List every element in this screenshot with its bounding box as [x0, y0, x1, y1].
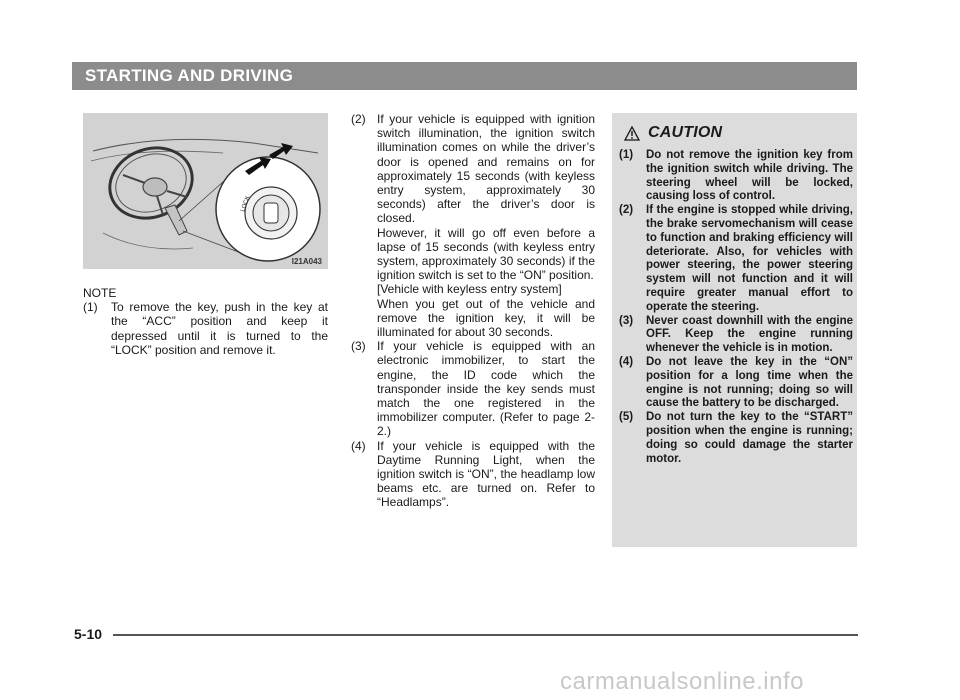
instruction-number: (3)	[351, 339, 366, 354]
section-title: STARTING AND DRIVING	[85, 66, 294, 85]
caution-text: Do not leave the key in the “ON” position for a long time when the engine is not running; doing so will cause the battery to be discharged.	[646, 355, 853, 410]
caution-header	[624, 124, 722, 142]
instruction-item	[351, 112, 595, 339]
caution-list	[619, 149, 853, 466]
instruction-text-continued: However, it will go off even before a lapse of 15 seconds (with keyless entry system, approximately 30 seconds) if the ignition switch is set to the “ON” position.	[377, 225, 595, 283]
caution-item	[619, 356, 853, 411]
caution-text: Never coast downhill with the engine OFF. Keep the engine running whenever the vehicle is in motion.	[646, 314, 853, 355]
instructions-column	[351, 112, 595, 510]
figure-code: I21A043	[291, 257, 322, 266]
caution-title: CAUTION	[648, 124, 723, 141]
note-item	[83, 300, 328, 357]
caution-item	[619, 411, 853, 466]
caution-item	[619, 149, 853, 204]
note-block	[83, 286, 328, 357]
watermark-text: carmanualsonline.info	[560, 668, 804, 695]
instruction-item	[351, 339, 595, 438]
caution-number: (1)	[619, 149, 634, 161]
section-header-bar	[72, 62, 857, 90]
instruction-subheading: [Vehicle with keyless entry system]	[377, 282, 562, 297]
instruction-number: (2)	[351, 112, 366, 126]
caution-number: (2)	[619, 204, 634, 217]
instruction-text: If your vehicle is equipped with an electronic immobilizer, to start the engine, the ID code which the transponder inside the key sends must match the one registered in the immobilizer computer. (Refer to page 2-2.)	[377, 339, 595, 439]
instruction-text: If your vehicle is equipped with ignition switch illumination, the ignition switch illumination comes on while the driver’s door is opened and remains on for approximately 15 seconds (with keyless entry system, approximately 30 seconds) after the driver’s door is closed.	[377, 112, 595, 226]
caution-item	[619, 204, 853, 314]
warning-triangle-icon	[624, 126, 640, 141]
caution-text: Do not remove the ignition key from the ignition switch while driving. The steering wheel will be locked, causing loss of control.	[646, 149, 853, 203]
caution-number: (5)	[619, 411, 634, 424]
caution-number: (4)	[619, 355, 634, 368]
steering-wheel-drawing	[83, 113, 328, 269]
note-item-text: To remove the key, push in the key at the “ACC” position and keep it depressed until it is turned to the “LOCK” position and remove it.	[111, 300, 328, 357]
footer-rule	[113, 634, 858, 636]
caution-item	[619, 315, 853, 356]
instruction-text-continued: When you get out of the vehicle and remove the ignition key, it will be illuminated for about 30 seconds.	[377, 296, 595, 340]
ignition-key-illustration	[83, 113, 328, 269]
caution-number: (3)	[619, 314, 634, 327]
caution-text: Do not turn the key to the “START” position when the engine is running; doing so could damage the starter motor.	[646, 411, 853, 465]
lock-position-label: LOCK	[240, 195, 252, 213]
caution-text: If the engine is stopped while driving, the brake servomechanism will cease to function and braking efficiency will deteriorate. Also, for vehicles with power steering, the power steering system will not function and it will require greater manual effort to operate the steering.	[646, 204, 853, 313]
instruction-item	[351, 439, 595, 510]
caution-box	[612, 113, 857, 547]
instruction-text: If your vehicle is equipped with the Daytime Running Light, when the ignition switch is “ON”, the headlamp low beams etc. are turned on. Refer to “Headlamps”.	[377, 438, 595, 510]
note-item-number: (1)	[83, 300, 98, 315]
instruction-number: (4)	[351, 438, 366, 453]
note-title: NOTE	[83, 286, 117, 300]
page-number: 5-10	[74, 626, 103, 642]
